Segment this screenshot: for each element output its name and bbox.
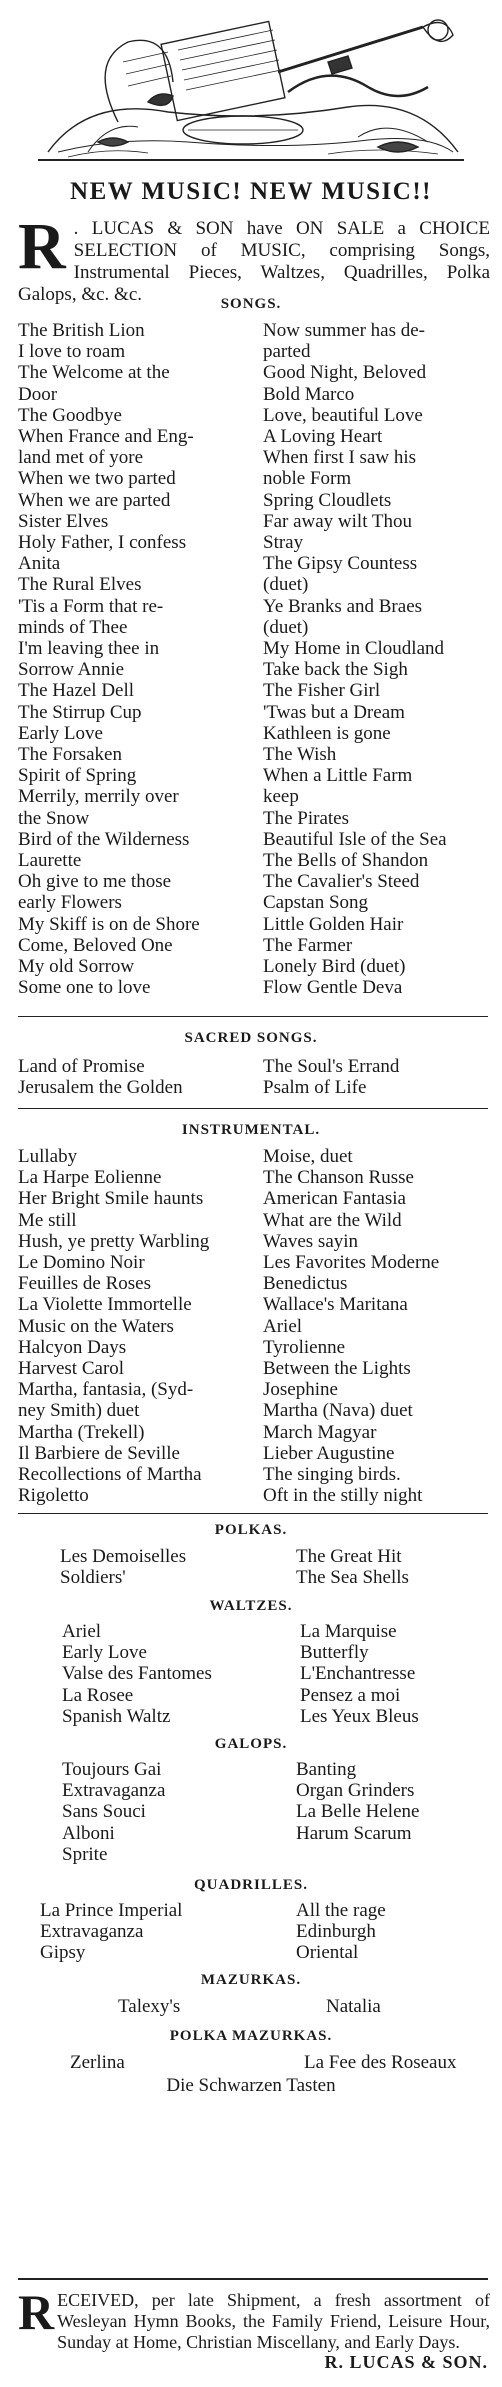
- footer-text: ECEIVED, per late Shipment, a fresh assortment of Wesleyan Hymn Books, the Family Friend, Leisure Hour, Sunday at Home, Christian Miscellany, and Early Days.: [57, 2290, 490, 2352]
- waltz-title: Spanish Waltz: [62, 1705, 171, 1727]
- song-title: The Rural Elves: [18, 574, 142, 596]
- song-title: A Loving Heart: [263, 426, 383, 448]
- sacred-left-column: [18, 1056, 248, 1098]
- headline: NEW MUSIC! NEW MUSIC!!: [70, 178, 432, 205]
- waltz-title: L'Enchantresse: [300, 1663, 416, 1685]
- song-title: I love to roam: [18, 341, 126, 363]
- galop-title: Sans Souci: [62, 1801, 146, 1823]
- song-title: land met of yore: [18, 447, 144, 469]
- polkas-right-column: [296, 1546, 496, 1588]
- instrumental-title: Martha (Nava) duet: [263, 1400, 413, 1422]
- galop-title: Toujours Gai: [62, 1759, 162, 1780]
- section-divider: [18, 1513, 488, 1514]
- waltzes-left-column: [62, 1621, 282, 1727]
- section-title-instrumental: INSTRUMENTAL.: [181, 1122, 321, 1138]
- intro-text: . LUCAS & SON have ON SALE a CHOICE SELECTION of MUSIC, comprising Songs, Instrumental Pieces, Waltzes, Quadrilles, Polka Galops, &c. &c.: [18, 218, 490, 305]
- section-title-sacred: SACRED SONGS.: [184, 1030, 318, 1046]
- polka-title: Les Demoiselles: [60, 1546, 187, 1567]
- polka-mazurka-title: La Fee des Roseaux: [304, 2052, 457, 2073]
- song-title: When France and Eng-: [18, 426, 194, 448]
- instrumental-title: Martha, fantasia, (Syd-: [18, 1379, 194, 1401]
- songs-right-column: [263, 320, 493, 999]
- instrumental-title: Le Domino Noir: [18, 1252, 145, 1274]
- song-title: The Farmer: [263, 934, 353, 956]
- instrumental-title: Tyrolienne: [263, 1336, 346, 1358]
- instrumental-title: Hush, ye pretty Warbling: [18, 1230, 210, 1252]
- song-title: My Home in Cloudland: [263, 638, 445, 660]
- song-title: Good Night, Beloved: [263, 362, 427, 384]
- section-title-songs: SONGS.: [220, 296, 282, 312]
- polka-mazurka-center-item: Die Schwarzen Tasten: [166, 2075, 336, 2096]
- instrumental-title: Harvest Carol: [18, 1358, 125, 1380]
- song-title: My Skiff is on de Shore: [18, 913, 200, 935]
- instrumental-title: Rigoletto: [18, 1485, 89, 1507]
- song-title: The Pirates: [263, 807, 350, 829]
- song-title: Now summer has de-: [263, 320, 425, 341]
- instrumental-title: Les Favorites Moderne: [263, 1252, 440, 1274]
- quadrilles-left-column: [40, 1900, 270, 1964]
- song-title: Sorrow Annie: [18, 659, 125, 681]
- instrumental-title: Music on the Waters: [18, 1315, 174, 1337]
- galop-title: Sprite: [62, 1843, 108, 1865]
- mazurkas-right-column: [326, 1996, 486, 2017]
- song-title: 'Twas but a Dream: [263, 701, 405, 723]
- waltz-title: Valse des Fantomes: [62, 1663, 212, 1685]
- song-title: early Flowers: [18, 892, 122, 914]
- song-title: The Forsaken: [18, 744, 122, 766]
- polka-title: The Sea Shells: [296, 1567, 409, 1589]
- quadrille-title: Oriental: [296, 1942, 359, 1964]
- instrumental-title: Ariel: [263, 1315, 303, 1337]
- instrumental-title: Me still: [18, 1209, 77, 1231]
- music-instruments-engraving: [28, 2, 474, 172]
- quadrille-title: Gipsy: [40, 1942, 86, 1964]
- song-title: keep: [263, 786, 299, 808]
- section-title-polkas: POLKAS.: [214, 1522, 288, 1538]
- galops-left-column: [62, 1759, 282, 1865]
- polka-mazurkas-right-column: [304, 2052, 494, 2073]
- polka-title: Soldiers': [60, 1567, 126, 1589]
- song-title: minds of Thee: [18, 616, 128, 638]
- waltz-title: Les Yeux Bleus: [300, 1705, 419, 1727]
- quadrille-title: All the rage: [296, 1900, 386, 1921]
- song-title: Spring Cloudlets: [263, 489, 392, 511]
- song-title: My old Sorrow: [18, 956, 135, 978]
- mazurka-title: Talexy's: [118, 1996, 181, 2017]
- song-title: The Fisher Girl: [263, 680, 381, 702]
- song-title: Oh give to me those: [18, 871, 172, 893]
- song-title: (duet): [263, 616, 309, 638]
- song-title: Stray: [263, 532, 304, 554]
- song-title: Little Golden Hair: [263, 913, 404, 935]
- song-title: When we are parted: [18, 489, 171, 511]
- sacred-song-title: Psalm of Life: [263, 1077, 367, 1099]
- song-title: Holy Father, I confess: [18, 532, 187, 554]
- instrumental-left-column: [18, 1146, 263, 1506]
- song-title: Anita: [18, 553, 61, 575]
- instrumental-title: Lieber Augustine: [263, 1442, 395, 1464]
- quadrilles-right-column: [296, 1900, 496, 1964]
- sacred-song-title: Land of Promise: [18, 1056, 145, 1077]
- instrumental-title: Il Barbiere de Seville: [18, 1442, 180, 1464]
- quadrille-title: Extravaganza: [40, 1921, 144, 1943]
- instrumental-title: Waves sayin: [263, 1230, 359, 1252]
- song-title: Come, Beloved One: [18, 934, 173, 956]
- drop-cap: R: [18, 210, 66, 283]
- sacred-song-title: The Soul's Errand: [263, 1056, 400, 1077]
- song-title: Far away wilt Thou: [263, 510, 412, 532]
- sacred-song-title: Jerusalem the Golden: [18, 1077, 183, 1099]
- instrumental-title: American Fantasia: [263, 1188, 406, 1210]
- song-title: The Gipsy Countess: [263, 553, 418, 575]
- song-title: (duet): [263, 574, 309, 596]
- waltz-title: Early Love: [62, 1642, 147, 1664]
- instrumental-title: Between the Lights: [263, 1358, 411, 1380]
- galop-title: Extravaganza: [62, 1780, 166, 1802]
- instrumental-title: The Chanson Russe: [263, 1167, 414, 1189]
- song-title: 'Tis a Form that re-: [18, 595, 164, 617]
- instrumental-right-column: [263, 1146, 493, 1506]
- galops-right-column: [296, 1759, 496, 1844]
- instrumental-title: Martha (Trekell): [18, 1421, 145, 1443]
- song-title: Spirit of Spring: [18, 765, 137, 787]
- song-title: Take back the Sigh: [263, 659, 408, 681]
- song-title: Some one to love: [18, 977, 151, 999]
- polka-mazurkas-left-column: [70, 2052, 230, 2073]
- song-title: Ye Branks and Braes: [263, 595, 423, 617]
- song-title: Laurette: [18, 850, 82, 872]
- waltz-title: La Marquise: [300, 1621, 397, 1642]
- song-title: Door: [18, 383, 58, 405]
- song-title: Flow Gentle Deva: [263, 977, 403, 999]
- song-title: The Hazel Dell: [18, 680, 135, 702]
- song-title: Lonely Bird (duet): [263, 956, 406, 978]
- polka-mazurka-title: Zerlina: [70, 2052, 125, 2073]
- song-title: Bold Marco: [263, 383, 355, 405]
- song-title: When first I saw his: [263, 447, 417, 469]
- song-title: Kathleen is gone: [263, 722, 391, 744]
- polkas-left-column: [60, 1546, 260, 1588]
- waltz-title: Pensez a moi: [300, 1684, 401, 1706]
- song-title: noble Form: [263, 468, 352, 490]
- section-divider: [18, 1108, 488, 1109]
- section-divider: [18, 1016, 488, 1017]
- song-title: The Stirrup Cup: [18, 701, 142, 723]
- waltzes-right-column: [300, 1621, 500, 1727]
- song-title: The Welcome at the: [18, 362, 170, 384]
- waltz-title: Butterfly: [300, 1642, 369, 1664]
- instrumental-title: Wallace's Maritana: [263, 1294, 408, 1316]
- mazurkas-left-column: [118, 1996, 278, 2017]
- galop-title: Banting: [296, 1759, 357, 1780]
- instrumental-title: The singing birds.: [263, 1464, 401, 1486]
- galop-title: Organ Grinders: [296, 1780, 415, 1802]
- instrumental-title: La Violette Immortelle: [18, 1294, 192, 1316]
- song-title: The Goodbye: [18, 404, 122, 426]
- song-title: Beautiful Isle of the Sea: [263, 828, 447, 850]
- song-title: The British Lion: [18, 320, 145, 341]
- intro-paragraph: [18, 210, 490, 306]
- waltz-title: Ariel: [62, 1621, 102, 1642]
- instrumental-title: Oft in the stilly night: [263, 1485, 423, 1507]
- instrumental-title: Josephine: [263, 1379, 338, 1401]
- galop-title: Harum Scarum: [296, 1822, 412, 1844]
- song-title: Sister Elves: [18, 510, 109, 532]
- instrumental-title: March Magyar: [263, 1421, 377, 1443]
- instrumental-title: ney Smith) duet: [18, 1400, 140, 1422]
- section-title-waltzes: WALTZES.: [209, 1598, 293, 1614]
- song-title: I'm leaving thee in: [18, 638, 160, 660]
- song-title: Bird of the Wilderness: [18, 828, 190, 850]
- instrumental-title: Lullaby: [18, 1146, 78, 1167]
- section-title-mazurkas: MAZURKAS.: [200, 1972, 302, 1988]
- quadrille-title: Edinburgh: [296, 1921, 376, 1943]
- galop-title: La Belle Helene: [296, 1801, 420, 1823]
- song-title: The Wish: [263, 744, 337, 766]
- song-title: When a Little Farm: [263, 765, 413, 787]
- song-title: Love, beautiful Love: [263, 404, 423, 426]
- song-title: The Bells of Shandon: [263, 850, 429, 872]
- instrumental-title: Feuilles de Roses: [18, 1273, 151, 1295]
- section-title-galops: GALOPS.: [214, 1736, 288, 1752]
- song-title: Capstan Song: [263, 892, 369, 914]
- galop-title: Alboni: [62, 1822, 115, 1844]
- section-title-polka-mazurkas: POLKA MAZURKAS.: [169, 2028, 333, 2044]
- instrumental-title: What are the Wild: [263, 1209, 402, 1231]
- sacred-right-column: [263, 1056, 493, 1098]
- quadrille-title: La Prince Imperial: [40, 1900, 183, 1921]
- instrumental-title: Benedictus: [263, 1273, 348, 1295]
- instrumental-title: La Harpe Eolienne: [18, 1167, 162, 1189]
- song-title: When we two parted: [18, 468, 176, 490]
- polka-title: The Great Hit: [296, 1546, 402, 1567]
- footer-drop-cap: R: [18, 2284, 55, 2340]
- section-title-quadrilles: QUADRILLES.: [194, 1877, 308, 1893]
- instrumental-title: Halcyon Days: [18, 1336, 127, 1358]
- waltz-title: La Rosee: [62, 1684, 134, 1706]
- song-title: the Snow: [18, 807, 90, 829]
- instrumental-title: Her Bright Smile haunts: [18, 1188, 204, 1210]
- footer-divider: [18, 2278, 488, 2280]
- song-title: parted: [263, 341, 311, 363]
- songs-left-column: [18, 320, 248, 999]
- song-title: Early Love: [18, 722, 103, 744]
- instrumental-title: Recollections of Martha: [18, 1464, 202, 1486]
- instrumental-title: Moise, duet: [263, 1146, 353, 1167]
- footer-notice: [18, 2284, 490, 2353]
- song-title: Merrily, merrily over: [18, 786, 179, 808]
- mazurka-title: Natalia: [326, 1996, 381, 2017]
- signature: R. LUCAS & SON.: [324, 2352, 488, 2372]
- song-title: The Cavalier's Steed: [263, 871, 420, 893]
